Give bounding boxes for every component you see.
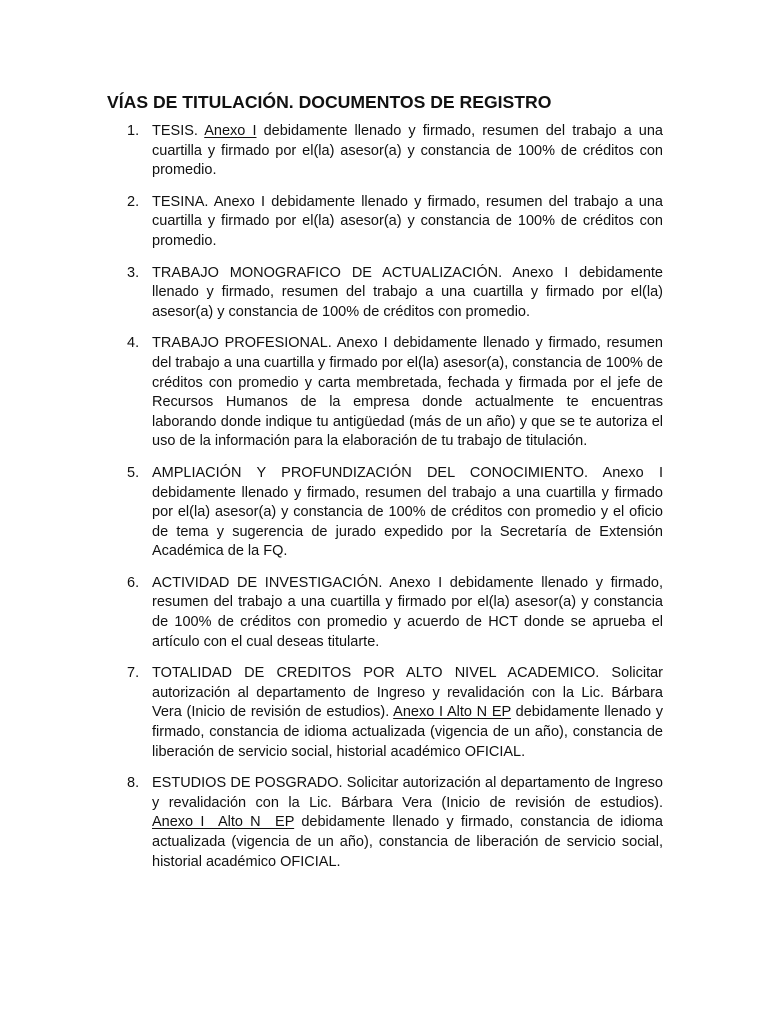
- anexo-posgrado-link[interactable]: Anexo I Alto N EP: [152, 814, 295, 831]
- item-text: [152, 122, 663, 181]
- item-text-rest: debidamente llenado y firmado, constancia de idioma actualizada (vigencia de un año), constancia de liberación de servicio social, historial académico OFICIAL.: [152, 814, 663, 870]
- item-text-rest: debidamente llenado y firmado, constancia de idioma actualizada (vigencia de un año), constancia de liberación de servicio social, historial académico OFICIAL.: [152, 704, 663, 760]
- list-item: [127, 122, 663, 181]
- item-text: [152, 664, 663, 762]
- item-text: TRABAJO PROFESIONAL. Anexo I debidamente llenado y firmado, resumen del trabajo a una cuartilla y firmado por el(la) asesor(a), constancia de 100% de créditos con promedio y carta membretada, fechada y firmada por el jefe de Recursos Humanos de la empresa donde actualmente te encuentras laborando donde indique tu antigüedad (más de un año) y que se te autoriza el uso de la información para la elaboración de tu trabajo de titulación.: [152, 335, 663, 450]
- item-text: AMPLIACIÓN Y PROFUNDIZACIÓN DEL CONOCIMIENTO. Anexo I debidamente llenado y firmado, resumen del trabajo a una cuartilla y firmado por el(la) asesor(a) y constancia de 100% de créditos con promedio y el oficio de tema y sugerencia de jurado expedido por la Secretaría de Extensión Académica de la FQ.: [152, 464, 663, 560]
- list-item: [127, 664, 663, 762]
- list-item: [127, 464, 663, 562]
- item-text: ACTIVIDAD DE INVESTIGACIÓN. Anexo I debidamente llenado y firmado, resumen del trabajo a una cuartilla y firmado por el(la) asesor(a) y constancia de 100% de créditos con promedio y acuerdo de HCT donde se aprueba el artículo con el cual deseas titularte.: [152, 574, 663, 650]
- item-number: 8.: [127, 775, 140, 792]
- list-item: [127, 774, 663, 872]
- item-number: 6.: [127, 574, 140, 591]
- item-number: 7.: [127, 665, 140, 682]
- list-item: [127, 574, 663, 652]
- anexo-link[interactable]: Anexo I: [204, 123, 257, 139]
- document-title: VÍAS DE TITULACIÓN. DOCUMENTOS DE REGISTRO: [107, 92, 552, 112]
- item-number: 3.: [127, 264, 140, 281]
- item-number: 1.: [127, 123, 140, 139]
- list-item: [127, 264, 663, 323]
- list-item: [127, 193, 663, 252]
- requirements-list: [127, 122, 663, 884]
- item-number: 4.: [127, 335, 140, 352]
- anexo-alto-nivel-link[interactable]: Anexo I Alto N EP: [393, 704, 511, 721]
- item-text-lead: ESTUDIOS DE POSGRADO. Solicitar autorización al departamento de Ingreso y revalidación con la Lic. Bárbara Vera (Inicio de revisión de estudios).: [152, 775, 663, 811]
- item-text: TESINA. Anexo I debidamente llenado y firmado, resumen del trabajo a una cuartilla y firmado por el(la) asesor(a) y constancia de 100% de créditos con promedio.: [152, 193, 663, 249]
- item-text-lead: TESIS.: [152, 123, 205, 139]
- list-item: [127, 334, 663, 452]
- item-number: 2.: [127, 193, 140, 210]
- item-number: 5.: [127, 464, 140, 481]
- item-text: [152, 774, 663, 872]
- item-text-rest: debidamente llenado y firmado, resumen del trabajo a una cuartilla y firmado por el(la) asesor(a) y constancia de 100% de créditos con promedio.: [152, 123, 663, 179]
- item-text-lead: TOTALIDAD DE CREDITOS POR ALTO NIVEL ACADEMICO. Solicitar autorización al departamento de Ingreso y revalidación con la Lic. Bárbara Vera (Inicio de revisión de estudios).: [152, 665, 663, 721]
- item-text: TRABAJO MONOGRAFICO DE ACTUALIZACIÓN. Anexo I debidamente llenado y firmado, resumen del trabajo a una cuartilla y firmado por el(la) asesor(a) y constancia de 100% de créditos con promedio.: [152, 264, 663, 320]
